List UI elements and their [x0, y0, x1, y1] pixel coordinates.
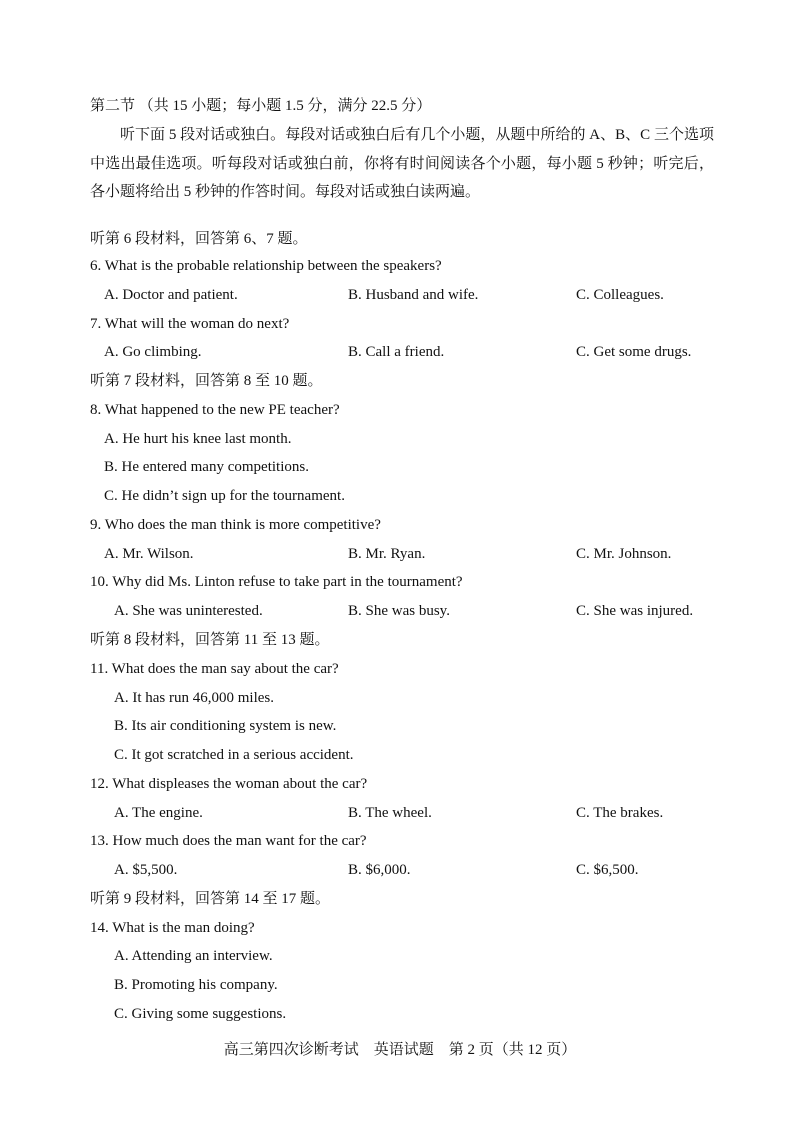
option-c: C. The brakes. [576, 805, 664, 821]
group-heading-6: 听第 6 段材料，回答第 6、7 题。 [90, 231, 308, 247]
option-b: B. Its air conditioning system is new. [114, 718, 337, 734]
option-b: B. The wheel. [348, 805, 432, 821]
question-11-option-b-row [0, 716, 800, 736]
option-c: C. Colleagues. [576, 287, 664, 303]
question-11-option-a-row [0, 688, 800, 708]
question-14-option-b-row [0, 975, 800, 995]
question-13-stem: 13. How much does the man want for the car? [90, 833, 367, 849]
question-12-options [0, 803, 800, 823]
option-a: A. Attending an interview. [114, 948, 273, 964]
question-6-stem: 6. What is the probable relationship between the speakers? [90, 258, 442, 274]
question-14-option-c-row [0, 1004, 800, 1024]
option-c: C. Get some drugs. [576, 344, 692, 360]
option-b: B. $6,000. [348, 862, 411, 878]
option-a: A. She was uninterested. [114, 603, 263, 619]
question-11-stem: 11. What does the man say about the car? [90, 661, 339, 677]
option-a: A. $5,500. [114, 862, 178, 878]
option-c: C. Giving some suggestions. [114, 1006, 287, 1022]
section-header: 第二节 （共 15 小题；每小题 1.5 分，满分 22.5 分） [90, 98, 432, 114]
question-10-options [0, 601, 800, 621]
option-a: A. The engine. [114, 805, 203, 821]
group-heading-7: 听第 7 段材料，回答第 8 至 10 题。 [90, 373, 323, 389]
option-b: B. Promoting his company. [114, 977, 278, 993]
option-b: B. He entered many competitions. [104, 459, 309, 475]
question-8-option-a-row [0, 429, 800, 449]
question-13-options [0, 860, 800, 880]
question-7-stem: 7. What will the woman do next? [90, 316, 290, 332]
option-a: A. Mr. Wilson. [104, 546, 194, 562]
option-b: B. She was busy. [348, 603, 450, 619]
option-c: C. It got scratched in a serious accident. [114, 747, 354, 763]
option-a: A. It has run 46,000 miles. [114, 690, 274, 706]
question-14-stem: 14. What is the man doing? [90, 920, 255, 936]
page-footer: 高三第四次诊断考试 英语试题 第 2 页（共 12 页） [223, 1042, 577, 1058]
question-9-options [0, 544, 800, 564]
option-c: C. Mr. Johnson. [576, 546, 672, 562]
option-a: A. He hurt his knee last month. [104, 431, 292, 447]
option-c: C. $6,500. [576, 862, 639, 878]
group-heading-9: 听第 9 段材料，回答第 14 至 17 题。 [90, 891, 331, 907]
question-8-option-b-row [0, 457, 800, 477]
question-7-options [0, 342, 800, 362]
question-11-option-c-row [0, 745, 800, 765]
group-heading-8: 听第 8 段材料，回答第 11 至 13 题。 [90, 632, 330, 648]
question-12-stem: 12. What displeases the woman about the car? [90, 776, 368, 792]
question-8-option-c-row [0, 486, 800, 506]
option-a: A. Doctor and patient. [104, 287, 238, 303]
option-b: B. Husband and wife. [348, 287, 479, 303]
option-b: B. Call a friend. [348, 344, 445, 360]
instructions-paragraph: 听下面 5 段对话或独白。每段对话或独白后有几个小题，从题中所给的 A、B、C 三个选项中选出最佳选项。听每段对话或独白前，你将有时间阅读各个小题，每小题 5 秒钟；听完后，各小题将给出 5 秒钟的作答时间。每段对话或独白读两遍。 [90, 127, 714, 200]
question-9-stem: 9. Who does the man think is more competitive? [90, 517, 381, 533]
question-6-options [0, 285, 800, 305]
option-b: B. Mr. Ryan. [348, 546, 426, 562]
question-10-stem: 10. Why did Ms. Linton refuse to take part in the tournament? [90, 574, 463, 590]
option-c: C. She was injured. [576, 603, 694, 619]
option-a: A. Go climbing. [104, 344, 202, 360]
option-c: C. He didn’t sign up for the tournament. [104, 488, 345, 504]
question-14-option-a-row [0, 946, 800, 966]
question-8-stem: 8. What happened to the new PE teacher? [90, 402, 340, 418]
